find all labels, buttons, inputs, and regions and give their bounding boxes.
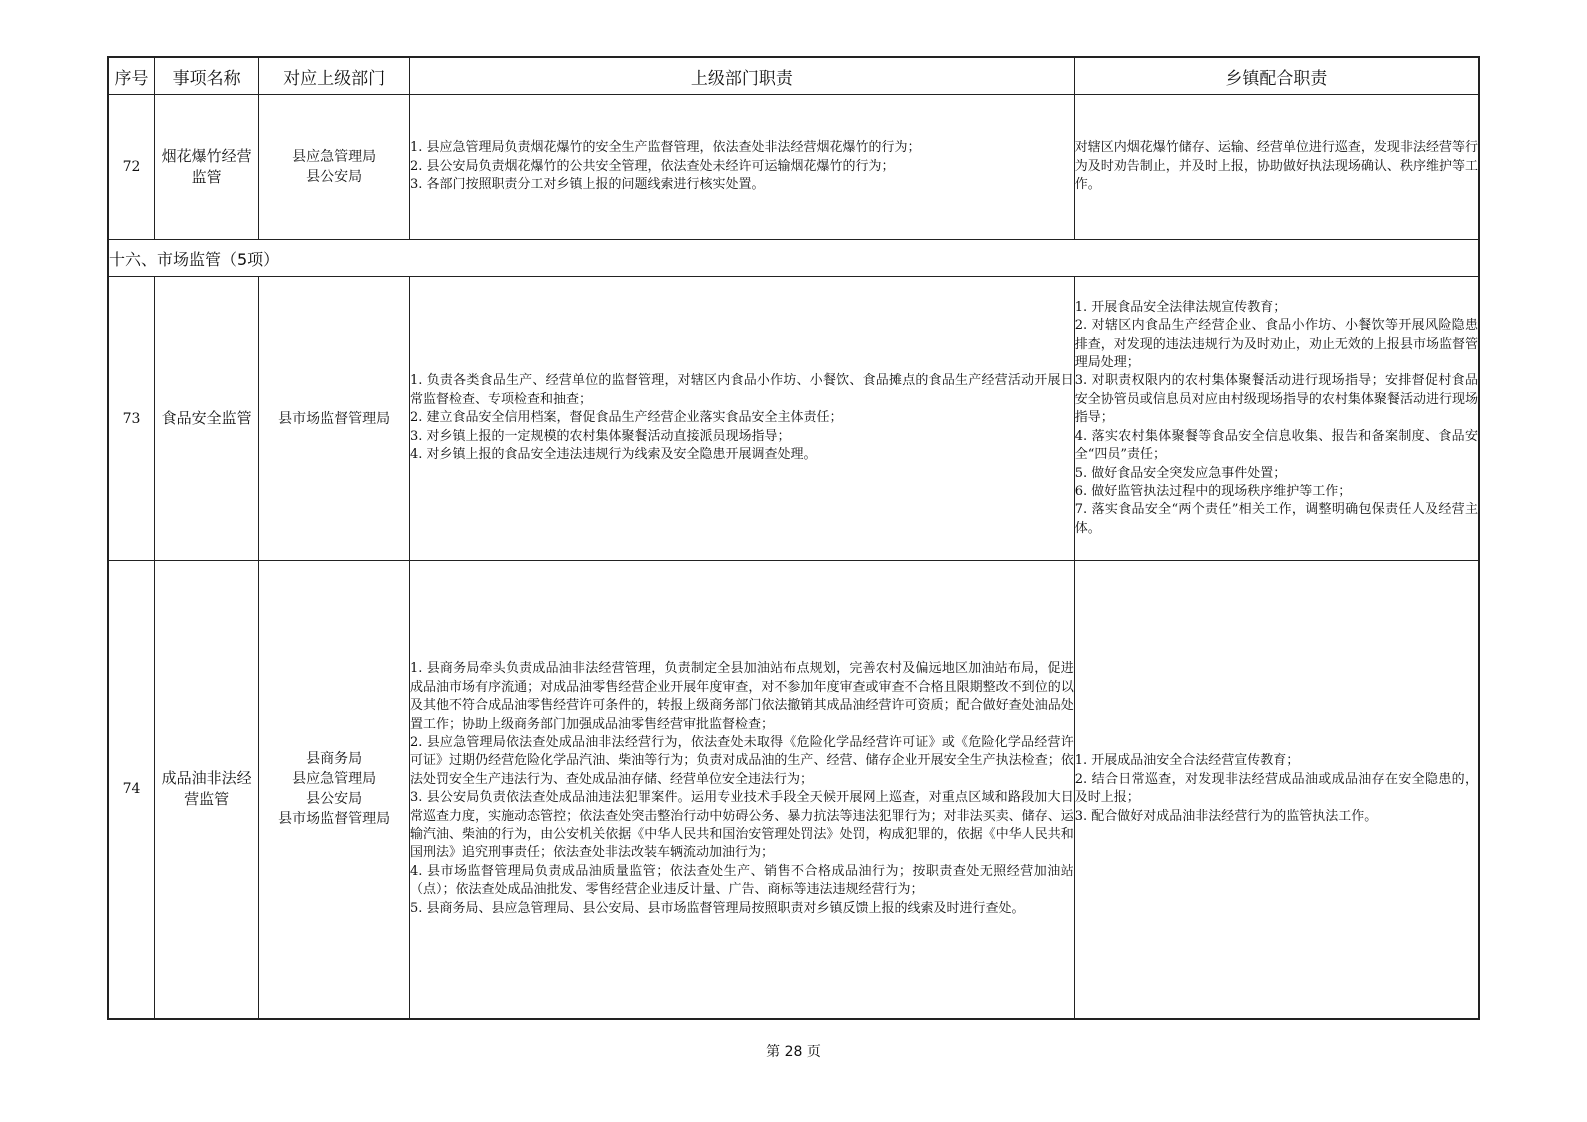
coop-cell bbox=[1074, 95, 1479, 240]
page-number: 第 28 页 bbox=[766, 1044, 821, 1060]
dept-cell bbox=[259, 95, 410, 240]
duty-line: 2. 建立食品安全信用档案，督促食品生产经营企业落实食品安全主体责任； bbox=[409, 410, 843, 426]
dept-cell bbox=[259, 277, 410, 561]
duty-line: 2. 县应急管理局依法查处成品油非法经营行为，依法查处未取得《危险化学品经营许可证》或《危险化学品经营许可证》过期仍经营危险化学品汽油、柴油等行为；负责对成品油的生产、经营、储存企业开展安全生产执法检查；依法处罚安全生产违法行为、查处成品油存储、经营单位安全违法行为； bbox=[409, 735, 1074, 787]
duty-table bbox=[107, 56, 1480, 1020]
dept-line: 县市场监督管理局 bbox=[278, 811, 391, 828]
table-row-74 bbox=[108, 561, 1479, 1019]
row-number: 72 bbox=[108, 95, 155, 240]
duty-line: 4. 对乡镇上报的食品安全违法违规行为线索及安全隐患开展调查处理。 bbox=[409, 447, 817, 463]
coop-line: 3. 配合做好对成品油非法经营行为的监管执法工作。 bbox=[1074, 808, 1378, 824]
table-row-73 bbox=[108, 277, 1479, 561]
coop-cell bbox=[1074, 277, 1479, 561]
row-number: 73 bbox=[108, 277, 155, 561]
coop-line: 2. 结合日常巡查，对发现非法经营成品油或成品油存在安全隐患的，及时上报； bbox=[1074, 771, 1478, 806]
header-dept: 对应上级部门 bbox=[259, 57, 410, 95]
coop-line: 6. 做好监管执法过程中的现场秩序维护等工作； bbox=[1074, 483, 1352, 499]
dept-line: 县商务局 bbox=[306, 751, 363, 768]
coop-line: 4. 落实农村集体聚餐等食品安全信息收集、报告和备案制度、食品安全“四员”责任； bbox=[1074, 428, 1478, 463]
duty-line: 4. 县市场监督管理局负责成品油质量监管；依法查处生产、销售不合格成品油行为；按职责查处无照经营加油站（点）；依法查处成品油批发、零售经营企业违反计量、广告、商标等违法违规经营行为； bbox=[409, 863, 1074, 898]
item-name: 成品油非法经营监管 bbox=[155, 561, 259, 1019]
duty-cell bbox=[409, 561, 1074, 1019]
table-row-72 bbox=[108, 95, 1479, 240]
header-name: 事项名称 bbox=[155, 57, 259, 95]
dept-line: 县应急管理局 bbox=[292, 771, 377, 788]
duty-line: 3. 各部门按照职责分工对乡镇上报的问题线索进行核实处置。 bbox=[409, 177, 765, 193]
duty-cell bbox=[409, 277, 1074, 561]
dept-line: 县市场监督管理局 bbox=[278, 410, 391, 427]
coop-line: 1. 开展成品油安全合法经营宣传教育； bbox=[1074, 753, 1300, 769]
duty-line: 3. 对乡镇上报的一定规模的农村集体聚餐活动直接派员现场指导； bbox=[409, 428, 791, 444]
duty-line: 2. 县公安局负责烟花爆竹的公共安全管理，依法查处未经许可运输烟花爆竹的行为； bbox=[409, 158, 895, 174]
row-number: 74 bbox=[108, 561, 155, 1019]
header-num: 序号 bbox=[108, 57, 155, 95]
header-row bbox=[108, 57, 1479, 95]
duty-line: 5. 县商务局、县应急管理局、县公安局、县市场监督管理局按照职责对乡镇反馈上报的线索及时进行查处。 bbox=[409, 900, 1025, 916]
duty-line: 1. 县商务局牵头负责成品油非法经营管理，负责制定全县加油站布点规划，完善农村及偏远地区加油站布局，促进成品油市场有序流通；对成品油零售经营企业开展年度审查，对不参加年度审查或审查不合格且限期整改不到位的以及其他不符合成品油零售经营许可条件的，转报上级商务部门依法撤销其成品油经营许可资质；配合做好查处油品处置工作；协助上级商务部门加强成品油零售经营审批监督检查； bbox=[409, 661, 1074, 732]
item-name: 食品安全监管 bbox=[155, 277, 259, 561]
coop-line: 5. 做好食品安全突发应急事件处置； bbox=[1074, 465, 1287, 481]
section-title: 十六、市场监管（5项） bbox=[108, 240, 1479, 277]
coop-line: 2. 对辖区内食品生产经营企业、食品小作坊、小餐饮等开展风险隐患排查，对发现的违法违规行为及时劝止，劝止无效的上报县市场监督管理局处理； bbox=[1074, 318, 1478, 371]
coop-line: 对辖区内烟花爆竹储存、运输、经营单位进行巡查，发现非法经营等行为及时劝告制止，并及时上报，协助做好执法现场确认、秩序维护等工作。 bbox=[1074, 140, 1478, 193]
dept-line: 县公安局 bbox=[306, 169, 363, 185]
coop-line: 7. 落实食品安全“两个责任”相关工作，调整明确包保责任人及经营主体。 bbox=[1074, 502, 1478, 536]
header-duty: 上级部门职责 bbox=[409, 57, 1074, 95]
duty-line: 1. 负责各类食品生产、经营单位的监督管理，对辖区内食品小作坊、小餐饮、食品摊点的食品生产经营活动开展日常监督检查、专项检查和抽查； bbox=[409, 373, 1074, 407]
coop-line: 1. 开展食品安全法律法规宣传教育； bbox=[1074, 299, 1287, 315]
header-coop: 乡镇配合职责 bbox=[1074, 57, 1479, 95]
coop-cell bbox=[1074, 561, 1479, 1019]
section-row bbox=[108, 240, 1479, 277]
duty-line: 3. 县公安局负责依法查处成品油违法犯罪案件。运用专业技术手段全天候开展网上巡查，对重点区域和路段加大日常巡查力度，实施动态管控；依法查处突击整治行动中妨碍公务、暴力抗法等违法犯罪行为；对非法买卖、储存、运输汽油、柴油的行为，由公安机关依据《中华人民共和国治安管理处罚法》处罚，构成犯罪的，依据《中华人民共和国刑法》追究刑事责任；依法查处非法改装车辆流动加油行为； bbox=[409, 790, 1074, 861]
dept-line: 县公安局 bbox=[306, 791, 363, 808]
item-name: 烟花爆竹经营监管 bbox=[155, 95, 259, 240]
duty-cell bbox=[409, 95, 1074, 240]
dept-cell bbox=[259, 561, 410, 1019]
duty-line: 1. 县应急管理局负责烟花爆竹的安全生产监督管理，依法查处非法经营烟花爆竹的行为； bbox=[409, 140, 921, 156]
coop-line: 3. 对职责权限内的农村集体聚餐活动进行现场指导；安排督促村食品安全协管员或信息员对应由村级现场指导的农村集体聚餐活动进行现场指导； bbox=[1074, 373, 1478, 426]
dept-line: 县应急管理局 bbox=[292, 149, 377, 165]
